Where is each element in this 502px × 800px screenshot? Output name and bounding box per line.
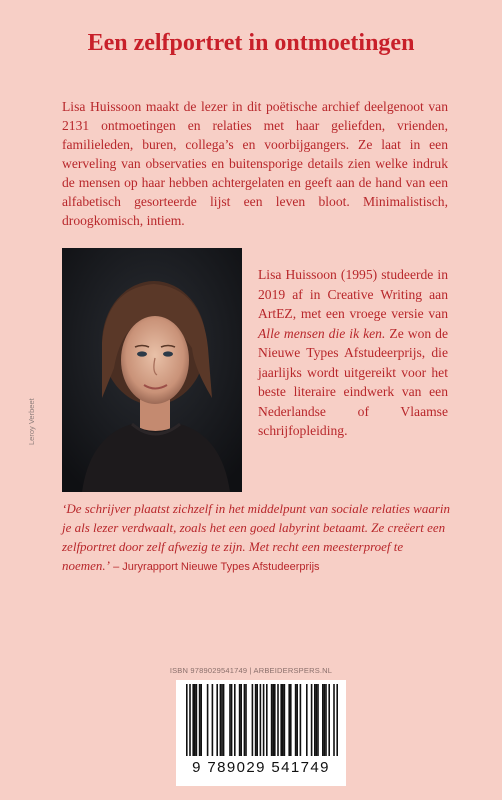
barcode-bar bbox=[266, 684, 268, 756]
barcode-bar bbox=[317, 684, 319, 756]
barcode-bar bbox=[221, 684, 223, 756]
barcode-bar bbox=[239, 684, 241, 756]
barcode-bar bbox=[200, 684, 202, 756]
barcode-bar bbox=[271, 684, 273, 756]
barcode-bar bbox=[186, 684, 188, 756]
barcode-bar bbox=[256, 684, 258, 756]
barcode-bar bbox=[280, 684, 282, 756]
barcode-bar bbox=[207, 684, 209, 756]
barcode-bar bbox=[324, 684, 326, 756]
barcode-bar bbox=[272, 684, 274, 756]
jury-quote: ‘De schrijver plaatst zichzelf in het middelpunt van sociale relaties waarin je als lezer verdwaalt, zoals het een goed labyrint betaamt. Ze creëert een zelfportret door zelf afwezig te zijn. Met recht een meesterproef te noemen.’ – Juryrapport Nieuwe Types Afstudeerprijs bbox=[62, 501, 451, 573]
barcode-bar bbox=[216, 684, 218, 756]
photo-credit: Leroy Verbeet bbox=[27, 398, 36, 445]
barcode-bar bbox=[336, 684, 338, 756]
barcode-bar bbox=[274, 684, 276, 756]
barcode-digits: 9 789029 541749 bbox=[192, 759, 330, 776]
barcode-bar bbox=[252, 684, 254, 756]
barcode-bar bbox=[220, 684, 222, 756]
barcode-bar bbox=[322, 684, 324, 756]
barcode-bar bbox=[311, 684, 313, 756]
author-photo bbox=[62, 248, 242, 492]
barcode-bar bbox=[231, 684, 233, 756]
barcode-bar bbox=[333, 684, 335, 756]
barcode-bar bbox=[189, 684, 191, 756]
bio-book-title: Alle mensen die ik ken. bbox=[258, 325, 386, 341]
barcode-bar bbox=[255, 684, 257, 756]
barcode-bar bbox=[284, 684, 286, 756]
quote-source: – Juryrapport Nieuwe Types Afstudeerprijs bbox=[110, 561, 320, 573]
barcode-bar bbox=[260, 684, 262, 756]
barcode-bar bbox=[306, 684, 308, 756]
barcode-bar bbox=[277, 684, 279, 756]
barcode-bars bbox=[176, 680, 346, 760]
barcode-bar bbox=[314, 684, 316, 756]
barcode-bar bbox=[196, 684, 198, 756]
barcode-bar bbox=[240, 684, 242, 756]
barcode-bar bbox=[244, 684, 246, 756]
barcode-bar bbox=[223, 684, 225, 756]
barcode-bar bbox=[316, 684, 318, 756]
barcode bbox=[176, 680, 346, 786]
barcode-bar bbox=[229, 684, 231, 756]
barcode-bar bbox=[263, 684, 265, 756]
author-bio: Lisa Huissoon (1995) studeerde in 2019 af in Creative Writing aan ArtEZ, met een vroege versie van Alle mensen die ik ken. Ze won de Nieuwe Types Afstudeerprijs, die jaarlijks wordt uitgereikt voor het beste literaire eindwerk van een Nederlandse of Vlaamse schrijfopleiding. bbox=[258, 267, 448, 438]
barcode-bar bbox=[199, 684, 201, 756]
isbn-publisher-line: ISBN 9789029541749 | ARBEIDERSPERS.NL bbox=[169, 666, 333, 675]
barcode-bar bbox=[288, 684, 290, 756]
blurb-paragraph: Lisa Huissoon maakt de lezer in dit poëtische archief deelgenoot van 2131 ontmoetingen en relaties met haar geliefden, vrienden, familieleden, buren, collega’s en voorbijgangers. Ze laat in een werveling van observaties en buitensporige details zien welke indruk de mensen op haar hebben achtergelaten en geeft aan de hand van een alfabetisch gesorteerde lijst een leven bloot. Minimalistisch, droogkomisch, intiem. bbox=[62, 99, 448, 228]
barcode-bar bbox=[295, 684, 297, 756]
barcode-bar bbox=[325, 684, 327, 756]
barcode-bar bbox=[300, 684, 302, 756]
barcode-bar bbox=[194, 684, 196, 756]
barcode-bar bbox=[245, 684, 247, 756]
barcode-bar bbox=[282, 684, 284, 756]
barcode-bar bbox=[192, 684, 194, 756]
barcode-bar bbox=[290, 684, 292, 756]
barcode-bar bbox=[212, 684, 214, 756]
author-portrait-image bbox=[62, 248, 242, 492]
barcode-bar bbox=[328, 684, 330, 756]
book-title: Een zelfportret in ontmoetingen bbox=[87, 30, 415, 56]
barcode-bar bbox=[234, 684, 236, 756]
barcode-bar bbox=[296, 684, 298, 756]
